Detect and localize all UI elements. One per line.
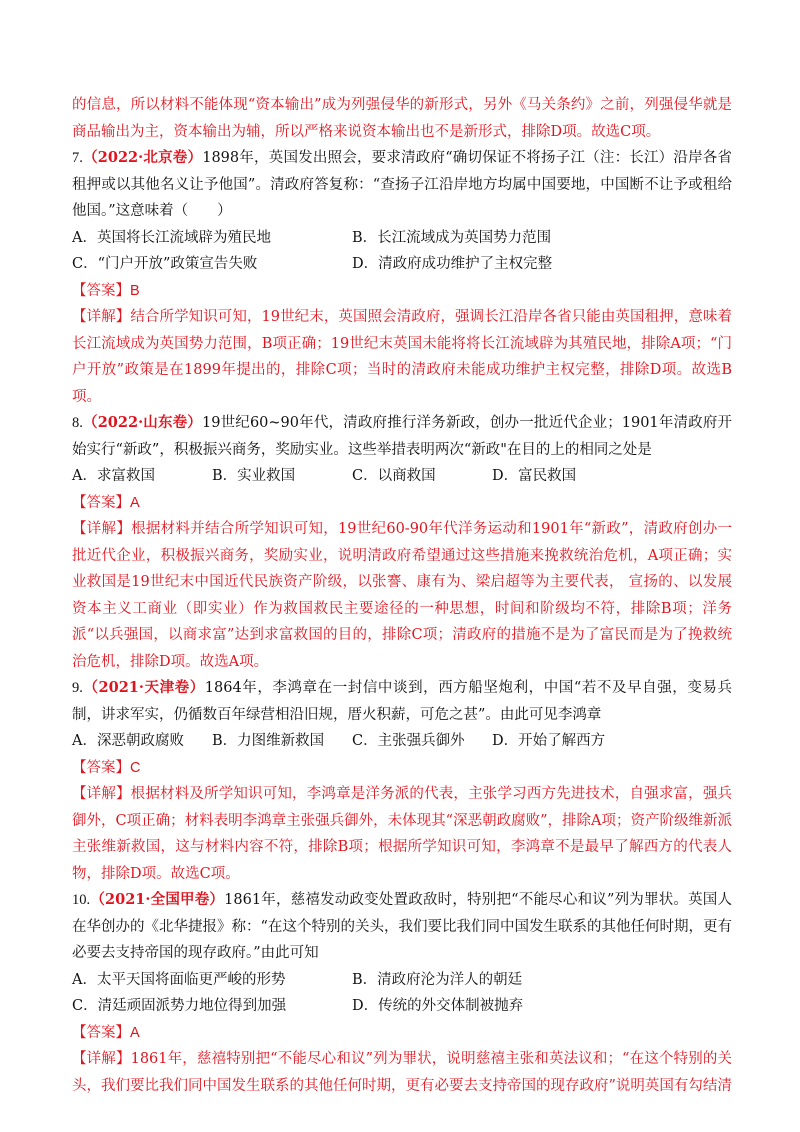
option-b: B．力图维新救国 [212, 733, 325, 749]
option-d: D．富民救国 [492, 468, 577, 484]
option-a: A．英国将长江流域辟为殖民地 [72, 229, 271, 246]
answer-line [72, 278, 732, 305]
question-source: （2022·北京卷） [82, 149, 203, 166]
option-c: C．以商救国 [352, 468, 436, 484]
options [72, 728, 732, 755]
option-a: A．太平天国将面临更严峻的形势 [72, 971, 286, 988]
answer-value: C [130, 759, 141, 776]
option-a: A．深恶朝政腐败 [72, 733, 184, 749]
question-text: 19世纪60~90年代，清政府推行洋务新政，创办一批近代企业；1901年清政府开始实行“新政”，积极振兴商务，奖励实业。这些举措表明两次“新政"在目的上的相同之处是 [72, 415, 733, 458]
option-d: D．清政府成功维护了主权完整 [352, 256, 553, 272]
question-7 [72, 145, 732, 410]
question-number: 10. [72, 892, 91, 908]
option-b: B．长江流域成为英国势力范围 [352, 229, 552, 246]
intro-explanation: 的信息，所以材料不能体现“资本输出”成为列强侵华的新形式，另外《马关条约》之前，列强侵华就是商品输出为主，资本输出为辅，所以严格来说资本输出也不是新形式，排除D项。故选C项。 [72, 97, 732, 140]
answer-value: A [130, 494, 140, 511]
question-stem [72, 887, 732, 967]
question-text: 1864年，李鸿章在一封信中谈到，西方船坚炮利，中国“若不及早自强，变易兵制，讲求军实，仍循数百年绿营相沿旧规，厝火积薪，可危之甚”。由此可见李鸿章 [72, 680, 733, 723]
question-10 [72, 887, 732, 1099]
explanation: 【详解】根据材料及所学知识可知，李鸿章是洋务派的代表，主张学习西方先进技术，自强求富，强兵御外，C项正确；材料表明李鸿章主张强兵御外，未体现其“深恶朝政腐败”，排除A项；资产阶级维新派主张维新救国，这与材料内容不符，排除B项；根据所学知识可知，李鸿章不是最早了解西方的代表人物，排除D项。故选C项。 [72, 786, 732, 882]
option-c: C．“门户开放”政策宣告失败 [72, 256, 258, 272]
question-stem [72, 145, 732, 225]
question-source: （2021·全国甲卷） [90, 891, 225, 908]
question-text: 1898年，英国发出照会，要求清政府“确切保证不将扬子江（注：长江）沿岸各省租押或以其他名义让予他国”。清政府答复称：“查扬子江沿岸地方均属中国要地，中国断不让予或租给他国。”这意味着（ ） [72, 150, 733, 219]
answer-label: 【答案】 [72, 759, 130, 776]
options [72, 463, 732, 490]
question-8 [72, 410, 732, 675]
option-d: D．开始了解西方 [492, 733, 606, 749]
question-source: （2021·天津卷） [82, 679, 205, 696]
explanation: 【详解】根据材料并结合所学知识可知，19世纪60-90年代洋务运动和1901年“新政”，清政府创办一批近代企业，积极振兴商务，奖励实业，说明清政府希望通过这些措施来挽救统治危机，A项正确；实业救国是19世纪末中国近代民族资产阶级，以张謇、康有为、梁启超等为主要代表， 宣扬的、以发展资本主义工商业（即实业）作为救国救民主要途径的一种思想，时间和阶级均不符，排除B项；洋务派“以兵强国，以商求富”达到求富救国的目的，排除C项；清政府的措施不是为了富民而是为了挽救统治危机，排除D项。故选A项。 [72, 521, 732, 670]
question-9 [72, 675, 732, 887]
answer-line [72, 1020, 732, 1047]
options [72, 967, 732, 1020]
option-d: D．传统的外交体制被抛弃 [352, 998, 524, 1014]
answer-label: 【答案】 [72, 494, 130, 511]
option-b: B．实业救国 [212, 468, 296, 484]
question-number: 8. [72, 415, 83, 431]
option-a: A．求富救国 [72, 468, 155, 484]
option-c: C．清廷顽固派势力地位得到加强 [72, 998, 287, 1014]
options [72, 225, 732, 278]
answer-line [72, 755, 732, 782]
option-c: C．主张强兵御外 [352, 733, 465, 749]
question-stem [72, 675, 732, 728]
explanation: 【详解】结合所学知识可知，19世纪末，英国照会清政府，强调长江沿岸各省只能由英国租押，意味着长江流域成为英国势力范围，B项正确；19世纪末英国未能将将长江流域辟为其殖民地，排除A项；“门户开放”政策是在1899年提出的，排除C项；当时的清政府未能成功维护主权完整，排除D项。故选B项。 [72, 309, 732, 405]
answer-value: A [130, 1024, 140, 1041]
answer-label: 【答案】 [72, 1024, 130, 1041]
answer-label: 【答案】 [72, 282, 130, 299]
answer-value: B [130, 282, 140, 299]
document-page [72, 92, 732, 1099]
question-number: 9. [72, 680, 83, 696]
question-source: （2022·山东卷） [82, 414, 202, 431]
question-number: 7. [72, 150, 83, 166]
option-b: B．清政府沦为洋人的朝廷 [352, 971, 523, 988]
question-stem [72, 410, 732, 463]
answer-line [72, 490, 732, 517]
question-text: 1861年，慈禧发动政变处置政敌时，特别把“不能尽心和议”列为罪状。英国人在华创办的《北华捷报》称：“在这个特别的关头，我们要比我们同中国发生联系的其他任何时期，更有必要去支持帝国的现存政府。”由此可知 [72, 892, 732, 961]
explanation: 【详解】1861年，慈禧特别把“不能尽心和议”列为罪状，说明慈禧主张和英法议和；“在这个特别的关头，我们要比我们同中国发生联系的其他任何时期，更有必要去支持帝国的现存政府”说明英国有勾结清 [72, 1051, 732, 1094]
